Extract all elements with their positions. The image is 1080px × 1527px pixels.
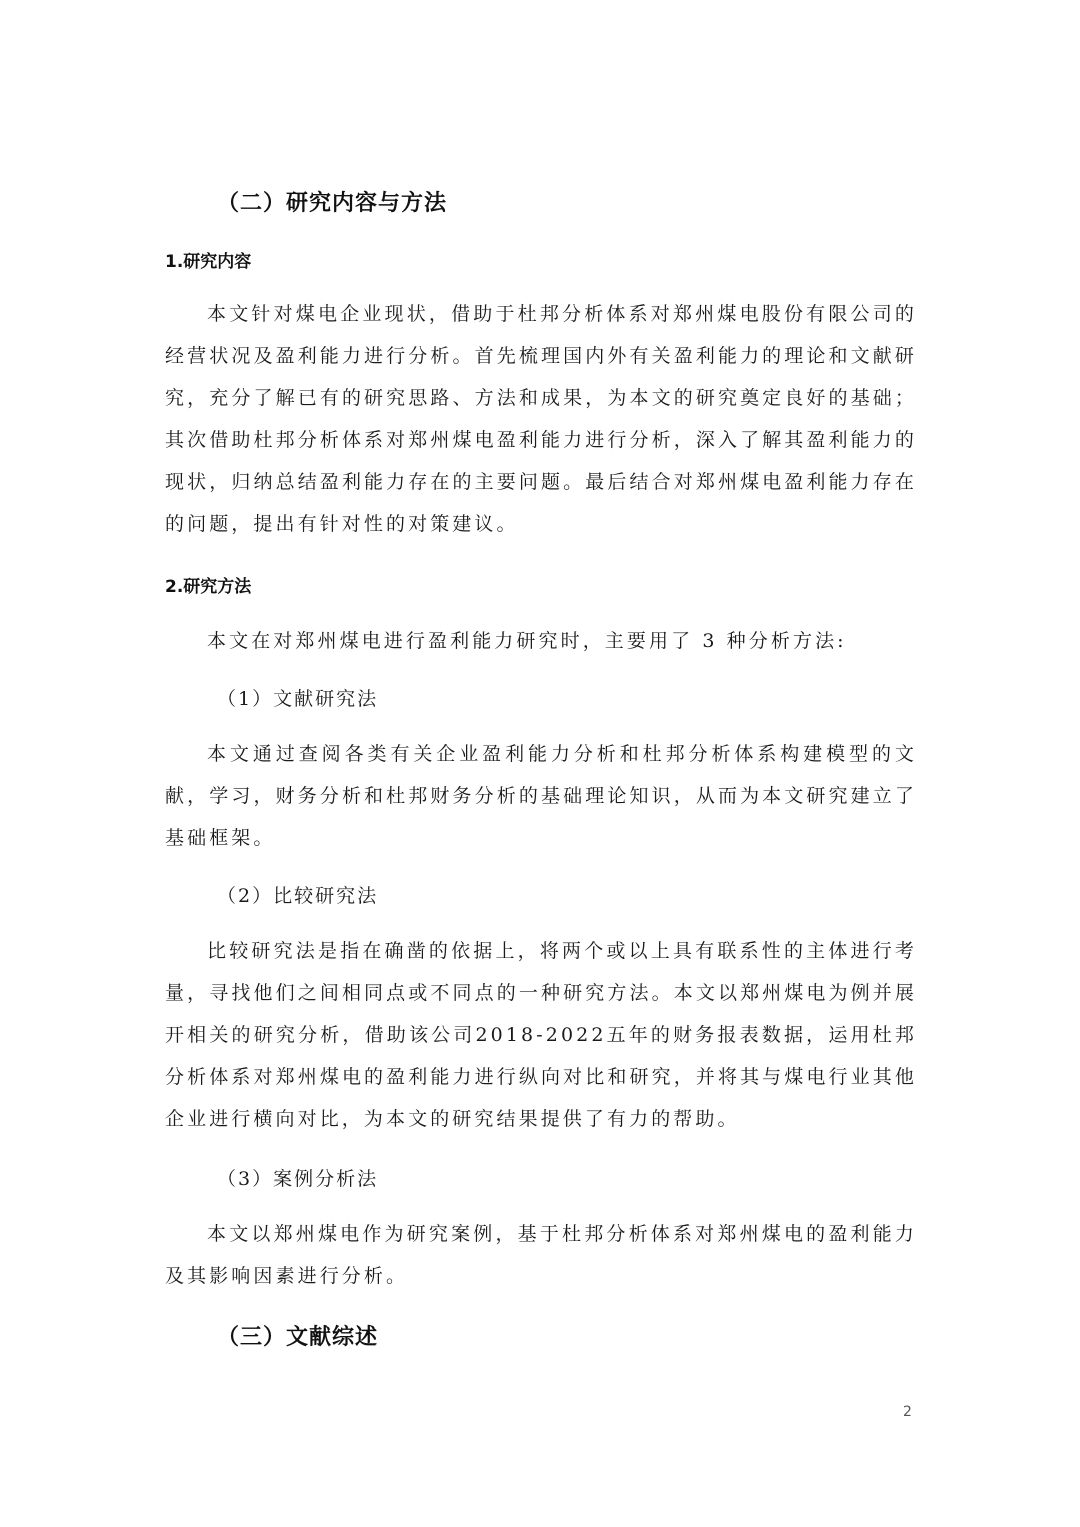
subsection-heading-research-content: 1.研究内容 (165, 252, 252, 272)
method-heading-literature-research: （1）文献研究法 (217, 688, 379, 710)
paragraph-research-content: 本文针对煤电企业现状，借助于杜邦分析体系对郑州煤电股份有限公司的经营状况及盈利能力进行分析。首先梳理国内外有关盈利能力的理论和文献研究，充分了解已有的研究思路、方法和成果，为本文的研究奠定良好的基础；其次借助杜邦分析体系对郑州煤电盈利能力进行分析，深入了解其盈利能力的现状，归纳总结盈利能力存在的主要问题。最后结合对郑州煤电盈利能力存在的问题，提出有针对性的对策建议。 (165, 303, 917, 535)
page-number: 2 (903, 1404, 912, 1420)
section-heading-literature-review: （三）文献综述 (217, 1325, 379, 1350)
section-heading-research-content-methods: （二）研究内容与方法 (217, 191, 448, 216)
paragraph-literature-research: 本文通过查阅各类有关企业盈利能力分析和杜邦分析体系构建模型的文献，学习，财务分析和杜邦财务分析的基础理论知识，从而为本文研究建立了基础框架。 (165, 743, 917, 849)
paragraph-methods-intro: 本文在对郑州煤电进行盈利能力研究时，主要用了 3 种分析方法: (207, 630, 847, 652)
subsection-heading-research-methods: 2.研究方法 (165, 577, 252, 597)
method-heading-case-analysis: （3）案例分析法 (217, 1168, 379, 1190)
method-heading-comparative-research: （2）比较研究法 (217, 885, 379, 907)
paragraph-comparative-research: 比较研究法是指在确凿的依据上，将两个或以上具有联系性的主体进行考量，寻找他们之间相同点或不同点的一种研究方法。本文以郑州煤电为例并展开相关的研究分析，借助该公司2018-2022五年的财务报表数据，运用杜邦分析体系对郑州煤电的盈利能力进行纵向对比和研究，并将其与煤电行业其他企业进行横向对比，为本文的研究结果提供了有力的帮助。 (165, 940, 917, 1130)
paragraph-case-analysis: 本文以郑州煤电作为研究案例，基于杜邦分析体系对郑州煤电的盈利能力及其影响因素进行分析。 (165, 1223, 917, 1287)
